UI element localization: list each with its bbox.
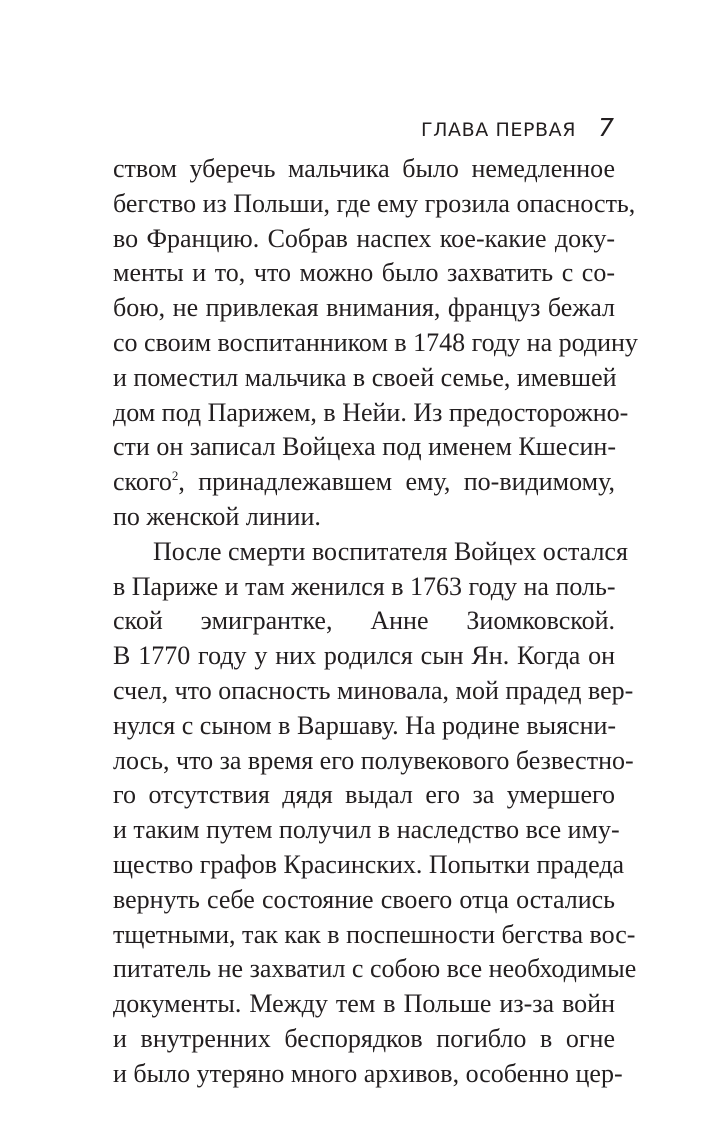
text-line: В 1770 году у них родился сын Ян. Когда он: [113, 641, 615, 671]
footnote-line-before: ского: [113, 467, 172, 497]
text-line: ством уберечь мальчика было немедленное: [113, 154, 615, 183]
text-line-with-footnote: [113, 465, 615, 500]
text-line: документы. Между тем в Польше из-за войн: [113, 989, 615, 1019]
running-head: [421, 113, 614, 149]
text-line: бою, не привлекая внимания, француз бежал: [113, 293, 615, 323]
footnote-reference[interactable]: 2: [171, 468, 179, 484]
text-line: После смерти воспитателя Войцех остался: [153, 536, 628, 566]
paragraph-1: [113, 152, 638, 535]
text-line: во Францию. Собрав наспех кое-какие доку-: [113, 223, 615, 253]
text-line: со своим воспитанником в 1748 году на родину: [113, 327, 638, 357]
page-number: 7: [598, 113, 614, 142]
text-line: счел, что опасность миновала, мой прадед вер-: [113, 675, 634, 705]
paragraph-2: [113, 535, 637, 1092]
text-line: тщетными, так как в поспешности бегства вос-: [113, 919, 636, 949]
text-line: и таким путем получил в наследство все иму-: [113, 815, 620, 845]
text-line: и было утеряно много архивов, особенно цер-: [113, 1058, 623, 1088]
text-line: ской эмигрантке, Анне Зиомковской.: [113, 606, 615, 636]
text-line: бегство из Польши, где ему грозила опасность,: [113, 188, 636, 218]
footnote-line-after: , принадлежавшем ему, по-видимому,: [178, 467, 615, 497]
text-line: и поместил мальчика в своей семье, имевшей: [113, 362, 617, 392]
text-line: го отсутствия дядя выдал его за умершего: [113, 780, 615, 810]
text-line: сти он записал Войцеха под именем Кшесин-: [113, 432, 616, 462]
text-line: лось, что за время его полувекового безвестно-: [113, 745, 634, 775]
text-line: нулся с сыном в Варшаву. На родине выясни-: [113, 710, 617, 740]
text-line: в Париже и там женился в 1763 году на поль-: [113, 571, 616, 601]
text-line: щество графов Красинских. Попытки прадеда: [113, 849, 625, 879]
text-line: питатель не захватил с собою все необходимые: [113, 954, 637, 984]
text-line: и внутренних беспорядков погибло в огне: [113, 1023, 615, 1053]
text-line: вернуть себе состояние своего отца остались: [113, 884, 615, 914]
chapter-title: ГЛАВА ПЕРВАЯ: [420, 119, 577, 141]
text-line: дом под Парижем, в Нейи. Из предосторожно-: [113, 397, 629, 427]
body-text: [113, 152, 638, 1092]
text-line: по женской линии.: [113, 501, 321, 531]
text-line: менты и то, что можно было захватить с со-: [113, 258, 615, 288]
